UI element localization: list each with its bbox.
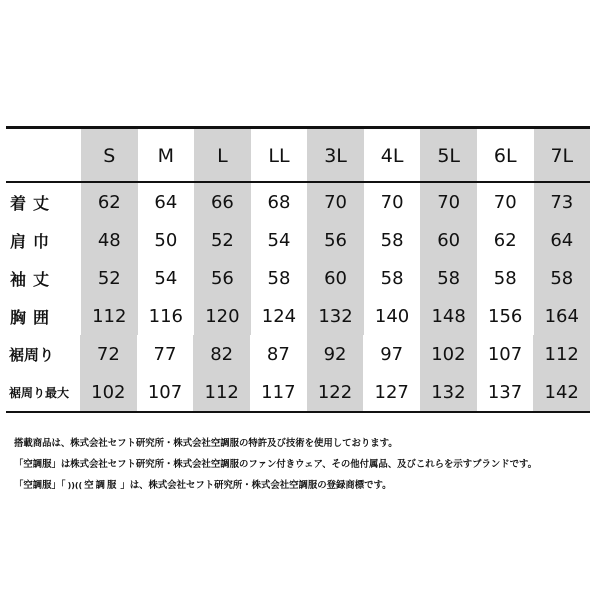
measurement-row-hem xyxy=(6,335,590,373)
header-corner-cell xyxy=(6,129,81,181)
table-cell: 87 xyxy=(266,343,290,365)
size-header-cell: 4L xyxy=(380,145,404,167)
table-cell: 58 xyxy=(267,267,291,289)
table-cell: 48 xyxy=(81,221,138,259)
table-cell: 62 xyxy=(493,229,517,251)
size-header-cell: S xyxy=(81,129,138,181)
table-cell: 102 xyxy=(420,335,477,373)
measurement-row-hem-max xyxy=(6,373,590,413)
fan-wave-icon: ))(( xyxy=(67,481,83,490)
table-cell: 52 xyxy=(194,221,251,259)
table-cell: 56 xyxy=(194,259,251,297)
table-cell: 54 xyxy=(267,229,291,251)
size-header-cell: 7L xyxy=(534,129,591,181)
table-cell: 112 xyxy=(193,373,250,411)
table-cell: 164 xyxy=(534,297,591,335)
size-header-row xyxy=(6,129,590,183)
table-cell: 156 xyxy=(488,305,523,327)
table-cell: 77 xyxy=(153,343,177,365)
size-header-cell: L xyxy=(194,129,251,181)
table-cell: 122 xyxy=(307,373,364,411)
table-cell: 70 xyxy=(380,191,404,213)
table-cell: 102 xyxy=(80,373,137,411)
table-cell: 66 xyxy=(194,183,251,221)
size-chart-table xyxy=(6,126,590,413)
table-cell: 107 xyxy=(147,381,183,403)
table-cell: 137 xyxy=(487,381,523,403)
measurement-row-length xyxy=(6,183,590,221)
table-cell: 60 xyxy=(307,259,364,297)
table-cell: 124 xyxy=(261,305,297,327)
legal-notes xyxy=(14,433,589,496)
table-cell: 58 xyxy=(534,259,591,297)
size-header-cell: 5L xyxy=(420,129,477,181)
row-label: 裾周り最大 xyxy=(9,385,70,400)
table-cell: 148 xyxy=(420,297,477,335)
table-cell: 58 xyxy=(380,229,404,251)
trademark-note xyxy=(14,475,589,496)
table-cell: 72 xyxy=(80,335,137,373)
row-label: 着丈 xyxy=(10,193,57,213)
row-label: 袖丈 xyxy=(10,269,57,289)
table-cell: 68 xyxy=(267,191,291,213)
brand-note: 「空調服」は株式会社セフト研究所・株式会社空調服のファン付きウェア、その他付属品、及びこれらを示すブランドです。 xyxy=(14,459,537,470)
patent-note: 搭載商品は、株式会社セフト研究所・株式会社空調服の特許及び技術を使用しております。 xyxy=(14,438,398,449)
size-header-cell: 3L xyxy=(307,129,364,181)
table-cell: 82 xyxy=(193,335,250,373)
size-header-cell: LL xyxy=(268,145,290,167)
table-cell: 116 xyxy=(148,305,184,327)
measurement-row-sleeve xyxy=(6,259,590,297)
table-cell: 58 xyxy=(493,267,517,289)
row-label: 裾周り xyxy=(9,345,55,364)
table-cell: 97 xyxy=(380,343,404,365)
table-cell: 70 xyxy=(420,183,477,221)
kuchofuku-logo xyxy=(66,475,121,496)
table-cell: 58 xyxy=(420,259,477,297)
table-cell: 60 xyxy=(420,221,477,259)
row-label: 肩巾 xyxy=(10,231,57,251)
table-cell: 117 xyxy=(261,381,296,403)
table-cell: 52 xyxy=(81,259,138,297)
measurement-row-chest xyxy=(6,297,590,335)
table-cell: 112 xyxy=(533,335,590,373)
trademark-suffix: 」は、株式会社セフト研究所・株式会社空調服の登録商標です。 xyxy=(120,480,392,491)
trademark-prefix: 「空調服」「 xyxy=(14,480,66,491)
table-cell: 56 xyxy=(307,221,364,259)
size-header-cell: M xyxy=(157,145,175,167)
table-cell: 70 xyxy=(493,191,517,213)
logo-text: 空調服 xyxy=(84,480,119,491)
measurement-row-shoulder xyxy=(6,221,590,259)
size-header-cell: 6L xyxy=(493,145,517,167)
table-cell: 92 xyxy=(307,335,364,373)
row-label: 胸囲 xyxy=(10,307,57,327)
table-cell: 73 xyxy=(534,183,591,221)
table-cell: 142 xyxy=(533,373,590,411)
table-cell: 50 xyxy=(154,229,178,251)
table-cell: 64 xyxy=(154,191,178,213)
table-cell: 107 xyxy=(487,343,523,365)
table-cell: 58 xyxy=(380,267,404,289)
table-cell: 120 xyxy=(194,297,251,335)
table-cell: 70 xyxy=(307,183,364,221)
table-cell: 112 xyxy=(81,297,138,335)
table-cell: 132 xyxy=(307,297,364,335)
table-cell: 64 xyxy=(534,221,591,259)
table-cell: 132 xyxy=(420,373,477,411)
table-cell: 62 xyxy=(81,183,138,221)
table-cell: 140 xyxy=(374,305,410,327)
table-cell: 127 xyxy=(374,381,409,403)
table-cell: 54 xyxy=(154,267,178,289)
